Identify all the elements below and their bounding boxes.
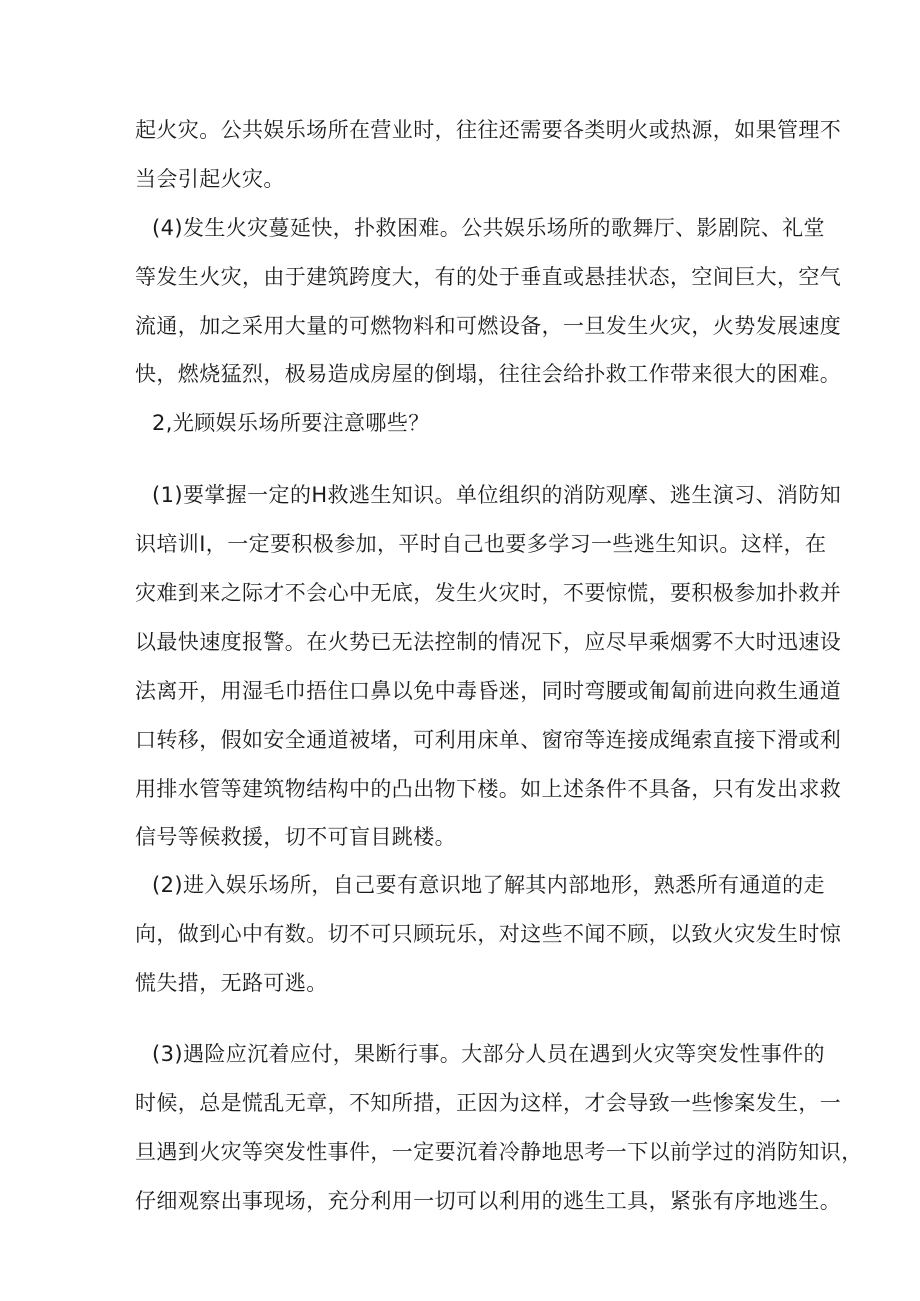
text-line: 时候，总是慌乱无章，不知所措，正因为这样，才会导致一些惨案发生，一: [135, 1091, 842, 1115]
text-line: 流通，加之采用大量的可燃物料和可燃设备，一旦发生火灾，火势发展速度: [135, 314, 842, 338]
text-line: 识培训I，一定要积极参加，平时自己也要多学习一些逃生知识。这样，在: [135, 532, 827, 556]
text-line: 用排水管等建筑物结构中的凸出物下楼。如上述条件不具备，只有发出求救: [135, 777, 842, 801]
text-line: 快，燃烧猛烈，极易造成房屋的倒塌，往往会给扑救工作带来很大的困难。: [135, 362, 842, 386]
text-line: 当会引起火灾。: [135, 167, 285, 191]
text-line: 法离开，用湿毛巾捂住口鼻以免中毒昏迷，同时弯腰或匍匐前进向救生通道: [135, 679, 842, 703]
paragraph-3-heading: (3)遇险应沉着应付，果断行事。大部分人员在遇到火灾等突发性事件的: [152, 1042, 825, 1066]
text-line: 等发生火灾，由于建筑跨度大，有的处于垂直或悬挂状态，空间巨大，空气: [135, 265, 842, 289]
text-line: 向，做到心中有数。切不可只顾玩乐，对这些不闻不顾，以致火灾发生时惊: [135, 922, 842, 946]
text-line: 信号等候救援，切不可盲目跳楼。: [135, 825, 456, 849]
paragraph-2-heading: (2)进入娱乐场所，自己要有意识地了解其内部地形，熟悉所有通道的走: [152, 873, 825, 897]
paragraph-4-heading: (4)发生火灾蔓延快，扑救困难。公共娱乐场所的歌舞厅、影剧院、礼堂: [152, 216, 825, 240]
text-line: 口转移，假如安全通道被堵，可利用床单、窗帘等连接成绳索直接下滑或利: [135, 728, 842, 752]
text-line: 灾难到来之际才不会心中无底，发生火灾时，不要惊慌，要积极参加扑救并: [135, 581, 842, 605]
text-line: 仔细观察出事现场，充分利用一切可以利用的逃生工具，紧张有序地逃生。: [135, 1189, 842, 1213]
text-line: 慌失措，无路可逃。: [135, 971, 328, 995]
paragraph-1-heading: (1)要掌握一定的H救逃生知识。单位组织的消防观摩、逃生演习、消防知: [152, 483, 842, 507]
section-2-heading: 2,光顾娱乐场所要注意哪些？: [152, 411, 430, 435]
text-line: 以最快速度报警。在火势已无法控制的情况下，应尽早乘烟雾不大时迅速设: [135, 630, 842, 654]
text-line: 旦遇到火灾等突发性事件，一定要沉着冷静地思考一下以前学过的消防知识，: [135, 1140, 863, 1164]
text-line: 起火灾。公共娱乐场所在营业时，往往还需要各类明火或热源，如果管理不: [135, 118, 842, 142]
